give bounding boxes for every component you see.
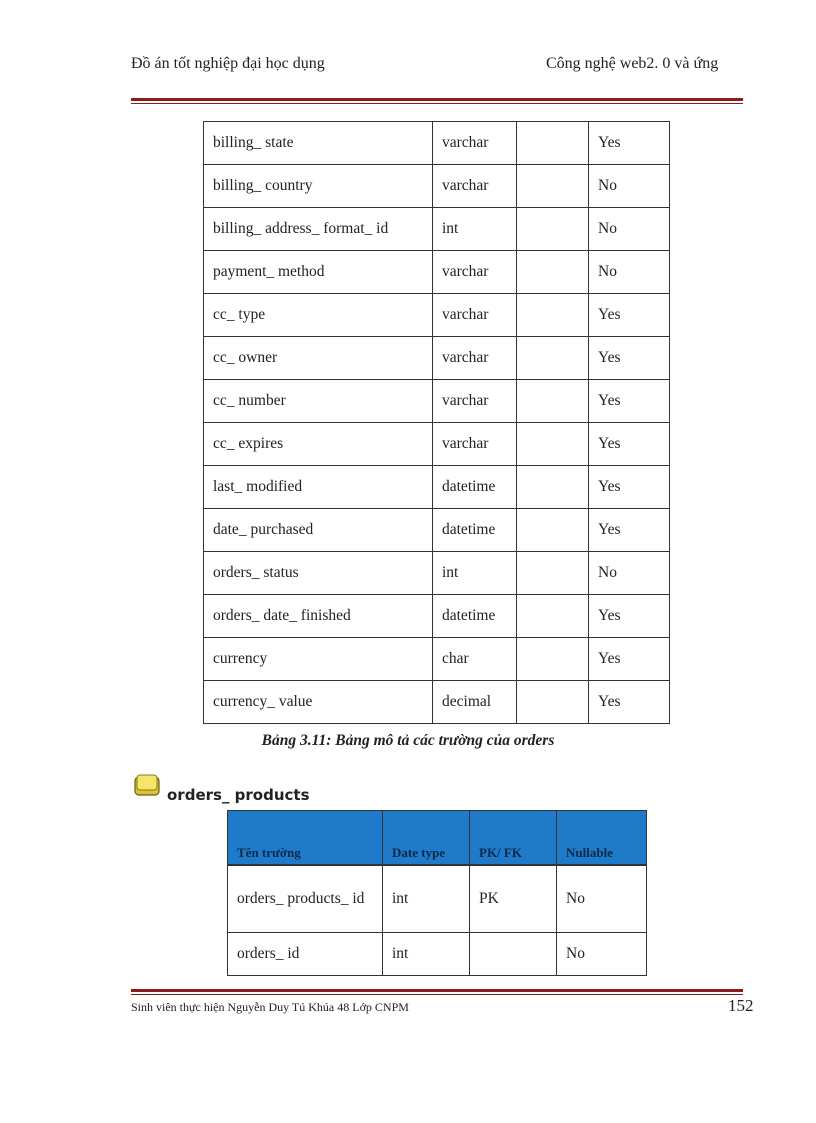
table-header-row (228, 811, 647, 866)
table-cell: orders_ products_ id (228, 865, 383, 933)
table-row (204, 165, 670, 208)
table-cell: currency_ value (204, 681, 433, 724)
table-cell (517, 251, 589, 294)
table-row (204, 466, 670, 509)
table-row (204, 638, 670, 681)
table-row (204, 208, 670, 251)
table-cell: No (589, 208, 670, 251)
table-cell: varchar (433, 423, 517, 466)
table-cell: orders_ id (228, 933, 383, 976)
table-row (228, 933, 647, 976)
table-row (204, 552, 670, 595)
table-cell: No (589, 251, 670, 294)
table-cell: billing_ country (204, 165, 433, 208)
table-cell: orders_ date_ finished (204, 595, 433, 638)
table-cell (517, 380, 589, 423)
table-cell (517, 165, 589, 208)
section-title: orders_ products (167, 786, 310, 804)
table-cell: cc_ type (204, 294, 433, 337)
table-cell: cc_ number (204, 380, 433, 423)
table-cell: varchar (433, 294, 517, 337)
table-row (204, 595, 670, 638)
table-cell: date_ purchased (204, 509, 433, 552)
table-row (204, 251, 670, 294)
table-row (204, 294, 670, 337)
orders-fields-table (203, 121, 670, 724)
table-cell (517, 681, 589, 724)
table-cell: Yes (589, 294, 670, 337)
header-cell: Nullable (557, 811, 647, 866)
table-cell (517, 423, 589, 466)
header-right-title: Công nghệ web2. 0 và ứng (546, 55, 719, 72)
table-cell: Yes (589, 337, 670, 380)
table-cell: char (433, 638, 517, 681)
table-cell (517, 509, 589, 552)
table-cell (517, 595, 589, 638)
table-cell: No (557, 933, 647, 976)
table-cell: decimal (433, 681, 517, 724)
table-cell (517, 294, 589, 337)
table-cell: currency (204, 638, 433, 681)
table-cell: Yes (589, 595, 670, 638)
table-cell (517, 638, 589, 681)
table-cell: datetime (433, 466, 517, 509)
table-cell: Yes (589, 380, 670, 423)
orders-products-table (227, 810, 647, 976)
footer-text: Sinh viên thực hiện Nguyễn Duy Tú Khúa 48 Lớp CNPM (131, 1000, 409, 1014)
table-row (228, 865, 647, 933)
table-cell: last_ modified (204, 466, 433, 509)
table-cell (517, 466, 589, 509)
table-cell: int (383, 933, 470, 976)
table-cell (517, 552, 589, 595)
table-cell: No (589, 165, 670, 208)
table-cell: datetime (433, 509, 517, 552)
header-left-title: Đồ án tốt nghiệp đại học dụng (131, 55, 325, 72)
table-cell: Yes (589, 466, 670, 509)
page-number: 152 (728, 996, 754, 1015)
table-row (204, 423, 670, 466)
table-cell: varchar (433, 165, 517, 208)
table-cell: varchar (433, 122, 517, 165)
table-cell: int (433, 552, 517, 595)
table-row (204, 122, 670, 165)
header-cell: Tên trường (228, 811, 383, 866)
table-cell: varchar (433, 251, 517, 294)
table-cell: No (557, 865, 647, 933)
table-cell: billing_ state (204, 122, 433, 165)
table-cell: cc_ owner (204, 337, 433, 380)
table-cell: cc_ expires (204, 423, 433, 466)
table-row (204, 337, 670, 380)
table-caption: Bảng 3.11: Bảng mô tả các trường của orders (261, 732, 555, 749)
table-cell (517, 122, 589, 165)
folder-icon (134, 774, 160, 796)
header-cell: PK/ FK (470, 811, 557, 866)
table-cell (517, 337, 589, 380)
table-cell: No (589, 552, 670, 595)
table-cell: PK (470, 865, 557, 933)
table-row (204, 380, 670, 423)
table-cell: int (433, 208, 517, 251)
table-cell: billing_ address_ format_ id (204, 208, 433, 251)
table-cell: varchar (433, 337, 517, 380)
table-cell (517, 208, 589, 251)
header-cell: Date type (383, 811, 470, 866)
footer-rule (131, 989, 743, 995)
table-row (204, 509, 670, 552)
table-cell (470, 933, 557, 976)
table-cell: Yes (589, 122, 670, 165)
table-cell: Yes (589, 509, 670, 552)
table-cell: Yes (589, 681, 670, 724)
table-cell: datetime (433, 595, 517, 638)
table-cell: payment_ method (204, 251, 433, 294)
table-cell: Yes (589, 638, 670, 681)
table-cell: Yes (589, 423, 670, 466)
table-row (204, 681, 670, 724)
table-cell: varchar (433, 380, 517, 423)
header-rule (131, 98, 743, 104)
table-cell: int (383, 865, 470, 933)
table-cell: orders_ status (204, 552, 433, 595)
